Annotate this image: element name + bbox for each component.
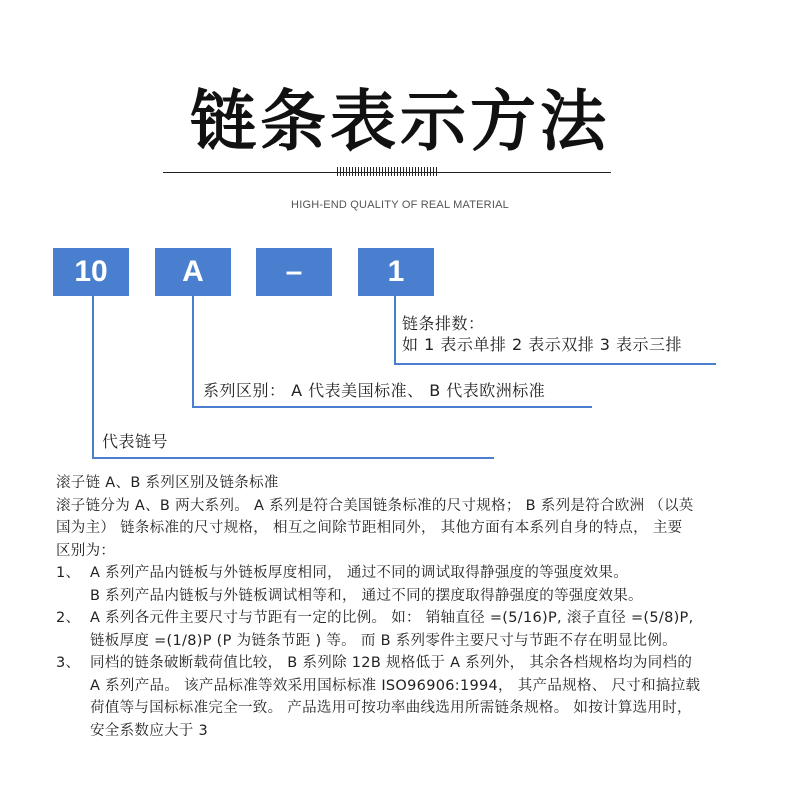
intro-line: 滚子链分为 A、B 两大系列。 A 系列是符合美国链条标准的尺寸规格； B 系列是符合欧洲 （以英 bbox=[56, 497, 694, 514]
rows-label: 链条排数： bbox=[402, 314, 485, 333]
chain-no-connector-horizontal bbox=[92, 457, 494, 459]
series-label: 系列区别： A 代表美国标准、 B 代表欧洲标准 bbox=[203, 381, 546, 400]
title-divider-hatch bbox=[337, 167, 437, 176]
list-item-line: 安全系数应大于 3 bbox=[90, 722, 209, 739]
code-box-chain-number: 10 bbox=[53, 248, 129, 296]
list-item bbox=[56, 562, 756, 607]
series-connector-vertical bbox=[192, 296, 194, 408]
list-item-line: 荷值等与国标标准完全一致。 产品选用可按功率曲线选用所需链条规格。 如按计算选用时， bbox=[90, 700, 692, 716]
list-item-line: A 系列各元件主要尺寸与节距有一定的比例。 如： 销轴直径 =(5/16)P, 滚子直径 =(5/8)P, bbox=[90, 610, 694, 626]
rows-connector-vertical bbox=[394, 296, 396, 365]
list-item-line: A 系列产品。 该产品标准等效采用国标标准 ISO96906:1994， 其产品规格、 尺寸和搞拉载 bbox=[90, 677, 701, 694]
page-title: 链条表示方法 bbox=[190, 83, 610, 160]
rows-description: 如 1 表示单排 2 表示双排 3 表示三排 bbox=[402, 335, 683, 354]
code-box-series: A bbox=[155, 248, 231, 296]
list-item bbox=[56, 607, 756, 652]
code-box-dash: – bbox=[256, 248, 332, 296]
list-item-number: 3、 bbox=[56, 655, 81, 671]
series-connector-horizontal bbox=[192, 406, 592, 408]
chain-no-connector-vertical bbox=[92, 296, 94, 459]
list-item-line: B 系列产品内链板与外链板调试相等和， 通过不同的摆度取得静强度的等强度效果。 bbox=[90, 587, 643, 604]
section-heading: 滚子链 A、B 系列区别及链条标准 bbox=[56, 475, 279, 491]
code-box-rows: 1 bbox=[358, 248, 434, 296]
description-section bbox=[56, 472, 756, 742]
list-item-number: 2、 bbox=[56, 610, 81, 626]
rows-connector-horizontal bbox=[394, 363, 716, 365]
list-item-line: A 系列产品内链板与外链板厚度相同， 通过不同的调试取得静强度的等强度效果。 bbox=[90, 565, 629, 581]
list-item-line: 链板厚度 =(1/8)P (P 为链条节距 ) 等。 而 B 系列零件主要尺寸与节距不存在明显比例。 bbox=[90, 632, 677, 649]
intro-line: 区别为： bbox=[56, 542, 116, 559]
subtitle: HIGH-END QUALITY OF REAL MATERIAL bbox=[291, 199, 509, 211]
chain-number-label: 代表链号 bbox=[102, 432, 169, 451]
list-item-number: 1、 bbox=[56, 565, 81, 581]
intro-line: 国为主） 链条标准的尺寸规格， 相互之间除节距相同外， 其他方面有本系列自身的特点， 主要 bbox=[56, 520, 683, 536]
list-item bbox=[56, 652, 756, 742]
list-item-line: 同档的链条破断载荷值比较， B 系列除 12B 规格低于 A 系列外， 其余各档规格均为同档的 bbox=[90, 655, 693, 671]
